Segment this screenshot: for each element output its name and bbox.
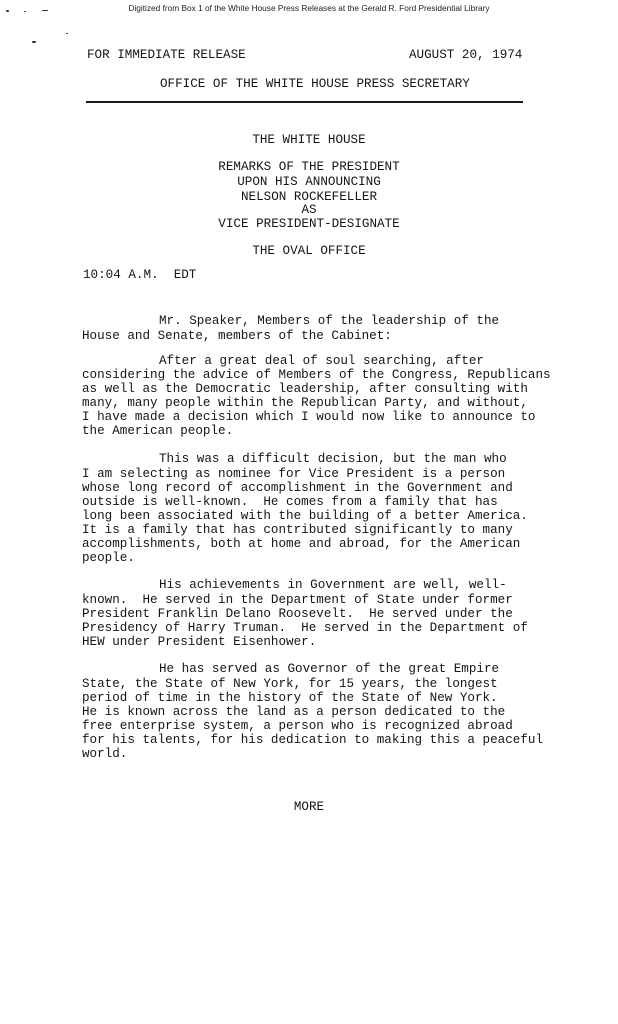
scan-speck [66, 33, 68, 34]
white-house-heading: THE WHITE HOUSE [252, 133, 366, 147]
text-line: considering the advice of Members of the Congress, Republicans [82, 368, 551, 382]
release-label: FOR IMMEDIATE RELEASE [87, 48, 246, 62]
text-line: the American people. [82, 424, 234, 438]
text-line: people. [82, 551, 135, 565]
text-line: State, the State of New York, for 15 years, the longest [82, 677, 498, 691]
title-line: NELSON ROCKEFELLER [240, 190, 378, 204]
text-line: It is a family that has contributed significantly to many [82, 523, 513, 537]
title-line: REMARKS OF THE PRESIDENT [218, 160, 400, 174]
text-line: House and Senate, members of the Cabinet: [82, 329, 392, 343]
text-line: He has served as Governor of the great Empire [159, 662, 500, 676]
scan-speck [42, 10, 48, 11]
text-line: I am selecting as nominee for Vice President is a person [82, 467, 506, 481]
scan-speck [24, 11, 26, 12]
text-line: I have made a decision which I would now like to announce to [82, 410, 536, 424]
release-date: AUGUST 20, 1974 [409, 48, 523, 62]
text-line: as well as the Democratic leadership, after consulting with [82, 382, 528, 396]
text-line: This was a difficult decision, but the man who [159, 452, 507, 466]
text-line: whose long record of accomplishment in the Government and [82, 481, 513, 495]
text-line: He is known across the land as a person dedicated to the [82, 705, 506, 719]
text-line: for his talents, for his dedication to making this a peaceful [82, 733, 544, 747]
text-line: Presidency of Harry Truman. He served in the Department of [82, 621, 528, 635]
title-line: UPON HIS ANNOUNCING [237, 175, 381, 189]
text-line: His achievements in Government are well, well- [159, 578, 507, 592]
text-line: President Franklin Delano Roosevelt. He served under the [82, 607, 513, 621]
digitization-note: Digitized from Box 1 of the White House Press Releases at the Gerald R. Ford Presidential Library [128, 3, 490, 13]
text-line: many, many people within the Republican Party, and without, [82, 396, 528, 410]
text-line: accomplishments, both at home and abroad, for the American [82, 537, 521, 551]
text-line: world. [82, 747, 128, 761]
text-line: HEW under President Eisenhower. [82, 635, 317, 649]
office-heading: OFFICE OF THE WHITE HOUSE PRESS SECRETARY [160, 77, 470, 91]
text-line: known. He served in the Department of State under former [82, 593, 513, 607]
header-rule [86, 101, 523, 103]
text-line: Mr. Speaker, Members of the leadership of the [159, 314, 500, 328]
text-line: long been associated with the building of a better America. [82, 509, 528, 523]
time-stamp: 10:04 A.M. EDT [83, 268, 197, 282]
title-line: AS [301, 203, 317, 217]
text-line: After a great deal of soul searching, after [159, 354, 484, 368]
title-line: VICE PRESIDENT-DESIGNATE [218, 217, 400, 231]
text-line: period of time in the history of the State of New York. [82, 691, 498, 705]
scan-speck [6, 10, 9, 12]
location-heading: THE OVAL OFFICE [252, 244, 366, 258]
continuation-marker: MORE [293, 800, 325, 814]
scan-speck [32, 41, 36, 43]
text-line: outside is well-known. He comes from a family that has [82, 495, 498, 509]
text-line: free enterprise system, a person who is recognized abroad [82, 719, 513, 733]
